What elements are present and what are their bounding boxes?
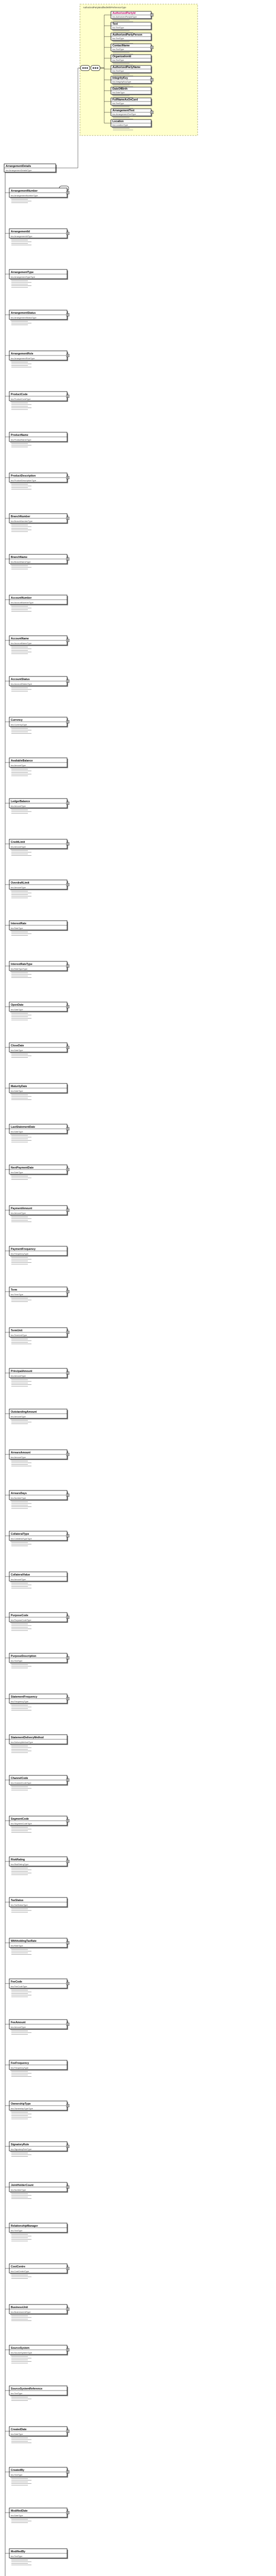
element-name: AuthorizedPartyId: [112, 12, 136, 15]
element-type: tns:AccountNameType: [11, 641, 32, 645]
element-name: RelationshipManager: [11, 2225, 38, 2228]
element-name: InterestRateType: [11, 963, 33, 966]
element-name: ProductName: [11, 434, 28, 437]
element-type: tns:ArrangementIdType: [11, 234, 33, 238]
element-name: LastStatementDate: [11, 1126, 35, 1129]
element-name: DateOfBirth: [112, 88, 128, 91]
element-name: CreditLimit: [11, 841, 25, 844]
element-type: tns:TextType: [11, 2392, 23, 2395]
element-name: ModifiedDate: [11, 2510, 28, 2513]
element-type: tns:FrequencyType: [11, 1252, 29, 1255]
element-type: tns:DeliveryMethodType: [11, 1740, 33, 1743]
element-type: tns:BranchNumberType: [11, 519, 33, 522]
element-name: SourceSystemReference: [11, 2387, 43, 2391]
element-name: WithholdingTaxRate: [11, 1940, 37, 1943]
element-name: LedgerBalance: [11, 800, 30, 803]
element-type: tns:FrequencyType: [11, 2066, 29, 2069]
element-type: tns:DateType: [11, 2514, 23, 2517]
element-name: AccountStatus: [11, 678, 30, 681]
element-name: PurposeCode: [11, 1614, 28, 1617]
element-name: ArrangementStatus: [11, 312, 36, 315]
element-name: Term: [11, 1289, 18, 1292]
element-type: tns:AmountType: [11, 804, 26, 807]
element-name: BranchNumber: [11, 515, 30, 518]
element-type: tns:TextType: [112, 37, 124, 40]
element-type: tns:ArrangementDetailsType: [6, 168, 32, 172]
element-name: FeeAmount: [11, 2021, 26, 2024]
element-type: tns:TextType: [11, 2473, 23, 2476]
element-type: tns:RiskRatingType: [11, 1862, 29, 1866]
element-type: tns:ChannelCodeType: [11, 1781, 31, 1784]
element-name: StatementDeliveryMethod: [11, 1736, 44, 1739]
element-name: NextPaymentDate: [11, 1166, 34, 1170]
element-name: MaturityDate: [11, 1085, 27, 1088]
element-type: tns:CollateralTypeType: [11, 1537, 32, 1540]
element-name: PaymentAmount: [11, 1207, 33, 1210]
element-type: tns:AmountType: [11, 1374, 26, 1377]
element-type: tns:NumberType: [11, 2188, 26, 2191]
element-name: ArrangementRole: [11, 352, 34, 355]
sequence-icon: [87, 67, 88, 69]
element-type: tns:AmountType: [11, 1455, 26, 1459]
element-name: OverdraftLimit: [11, 882, 29, 885]
element-type: tns:DateType: [11, 1089, 23, 1092]
element-type: tns:RateType: [11, 1944, 23, 1947]
element-name: AvailableBalance: [11, 759, 33, 762]
element-name: IntegrityKey: [112, 77, 128, 80]
element-name: SourceSystem: [11, 2347, 30, 2350]
element-name: ArrangementDetails: [6, 165, 31, 168]
element-type: tns:DateType: [112, 91, 125, 94]
element-type: tns:TextType: [112, 58, 124, 61]
element-name: CostCentre: [11, 2265, 25, 2268]
element-name: StatementFrequency: [11, 1696, 38, 1699]
element-name: CollateralType: [11, 1533, 29, 1536]
element-name: TaxStatus: [11, 1899, 24, 1902]
element-name: PurposeDescription: [11, 1655, 37, 1658]
element-name: ArrearsDays: [11, 1492, 27, 1495]
element-type: tns:ArrangementRoleType: [11, 357, 35, 360]
element-type: tns:BusinessUnitType: [11, 2310, 31, 2313]
element-name: OrganizationId: [112, 55, 132, 58]
element-name: CreatedBy: [11, 2469, 24, 2472]
element-name: ArrangementText: [112, 109, 135, 112]
element-name: BusinessUnit: [11, 2306, 28, 2309]
element-name: ArrearsAmount: [11, 1451, 31, 1454]
element-name: AuthorizedPartyPerson: [112, 33, 142, 37]
element-type: tns:BranchNameType: [11, 560, 31, 563]
element-type: tns:TermUnitType: [11, 1333, 27, 1336]
element-type: tns:AmountType: [11, 2025, 26, 2028]
element-name: FeeCode: [11, 1980, 22, 1984]
element-type: tns:AccountStatusType: [11, 682, 32, 685]
element-type: tns:ArrangementNumberType: [11, 194, 38, 197]
element-type: tns:SegmentCodeType: [11, 1822, 32, 1825]
element-type: tns:ProductCodeType: [11, 397, 31, 400]
element-type: tns:ProductNameType: [11, 438, 31, 441]
element-type: tns:TextType: [112, 101, 124, 105]
element-type: tns:TaxStatusType: [11, 1903, 28, 1906]
element-name: ArrangementNumber: [11, 190, 38, 193]
element-type: tns:TextType: [11, 2554, 23, 2557]
element-type: tns:DateType: [11, 2432, 23, 2435]
element-name: Currency: [11, 719, 23, 722]
element-name: SegmentCode: [11, 1818, 29, 1821]
element-type: tns:TextType: [112, 26, 124, 29]
element-type: tns:ArrangementTypeType: [11, 275, 35, 278]
group-title: AuthorizedPartyModifiedWithPreferenceType: [83, 6, 126, 9]
element-type: tns:AmountType: [11, 764, 26, 767]
element-name: AccountNumber: [11, 597, 32, 600]
element-type: tns:TextType: [11, 2229, 23, 2232]
element-type: tns:AccountNumberType: [11, 601, 34, 604]
sequence-icon: [85, 67, 86, 69]
element-type: tns:TextType: [112, 47, 124, 50]
element-type: tns:CostCentreType: [11, 2269, 29, 2273]
element-type: tns:DateType: [11, 1048, 23, 1052]
element-type: tns:AmountType: [11, 1415, 26, 1418]
element-name: OwnershipType: [11, 2103, 31, 2106]
element-name: BranchName: [11, 556, 28, 559]
element-type: tns:ProductDescriptionType: [11, 479, 36, 482]
element-type: tns:FrequencyType: [11, 1700, 29, 1703]
element-name: AccountName: [11, 637, 29, 640]
element-name: RiskRating: [11, 1858, 25, 1861]
element-type: tns:RateType: [11, 926, 23, 929]
element-type: tns:OwnershipTypeType: [11, 2107, 33, 2110]
element-name: TermUnit: [11, 1329, 23, 1332]
element-type: tns:SourceSystemType: [11, 2351, 33, 2354]
element-type: tns:FeeCodeType: [11, 1985, 27, 1988]
sequence-icon: [83, 67, 84, 69]
element-name: FullNameAsOnCard: [112, 98, 138, 101]
element-type: tns:RateTypeType: [11, 967, 28, 970]
element-name: ModifiedBy: [11, 2550, 25, 2553]
element-name: PrincipalAmount: [11, 1370, 33, 1373]
choice-icon: [93, 67, 94, 69]
element-type: tns:AmountType: [11, 1211, 26, 1214]
choice-icon: [97, 67, 98, 69]
element-name: ProductDescription: [11, 474, 36, 478]
element-name: CloseDate: [11, 1044, 24, 1047]
element-type: tns:ArrangementStatusType: [11, 316, 37, 319]
element-name: ProductCode: [11, 393, 28, 396]
element-type: tns:ArrangementTextType: [112, 112, 136, 115]
element-name: SignatoryRule: [11, 2143, 29, 2146]
element-name: CreatedDate: [11, 2428, 27, 2431]
element-name: CollateralValue: [11, 1573, 30, 1577]
element-type: tns:IntegrityKeyType: [112, 80, 132, 83]
element-type: tns:CurrencyType: [11, 723, 27, 726]
element-name: InterestRate: [11, 922, 26, 925]
element-type: tns:NumberType: [11, 1496, 26, 1499]
element-type: tns:TextType: [11, 1659, 23, 1662]
element-type: tns:PurposeCodeType: [11, 1618, 31, 1621]
element-type: tns:AuthorizedPartyIdType: [112, 15, 137, 18]
element-name: ArrangementId: [11, 230, 30, 233]
element-name: FeeFrequency: [11, 2062, 29, 2065]
element-type: tns:DateType: [11, 1171, 23, 1174]
choice-icon: [95, 67, 96, 69]
element-type: tns:DateType: [11, 1130, 23, 1133]
element-name: ChannelCode: [11, 1777, 28, 1780]
element-name: Text: [112, 23, 118, 26]
element-name: OutstandingAmount: [11, 1411, 37, 1414]
element-type: tns:AmountType: [11, 1578, 26, 1581]
element-type: tns:AmountType: [11, 845, 26, 848]
element-name: Location: [112, 120, 124, 123]
element-type: tns:AmountType: [11, 886, 26, 889]
element-name: ArrangementType: [11, 271, 34, 274]
element-name: JointHolderCount: [11, 2184, 34, 2187]
element-type: tns:TermType: [11, 1293, 24, 1296]
element-name: AuthorizedPartyName: [112, 66, 141, 69]
element-name: PaymentFrequency: [11, 1248, 36, 1251]
element-type: tns:LocationType: [112, 123, 128, 126]
element-type: tns:SignatoryRuleType: [11, 2147, 32, 2150]
element-name: ContactName: [112, 44, 130, 47]
element-type: tns:DateType: [11, 1008, 23, 1011]
element-type: tns:TextType: [112, 69, 124, 72]
element-name: OpenDate: [11, 1004, 24, 1007]
